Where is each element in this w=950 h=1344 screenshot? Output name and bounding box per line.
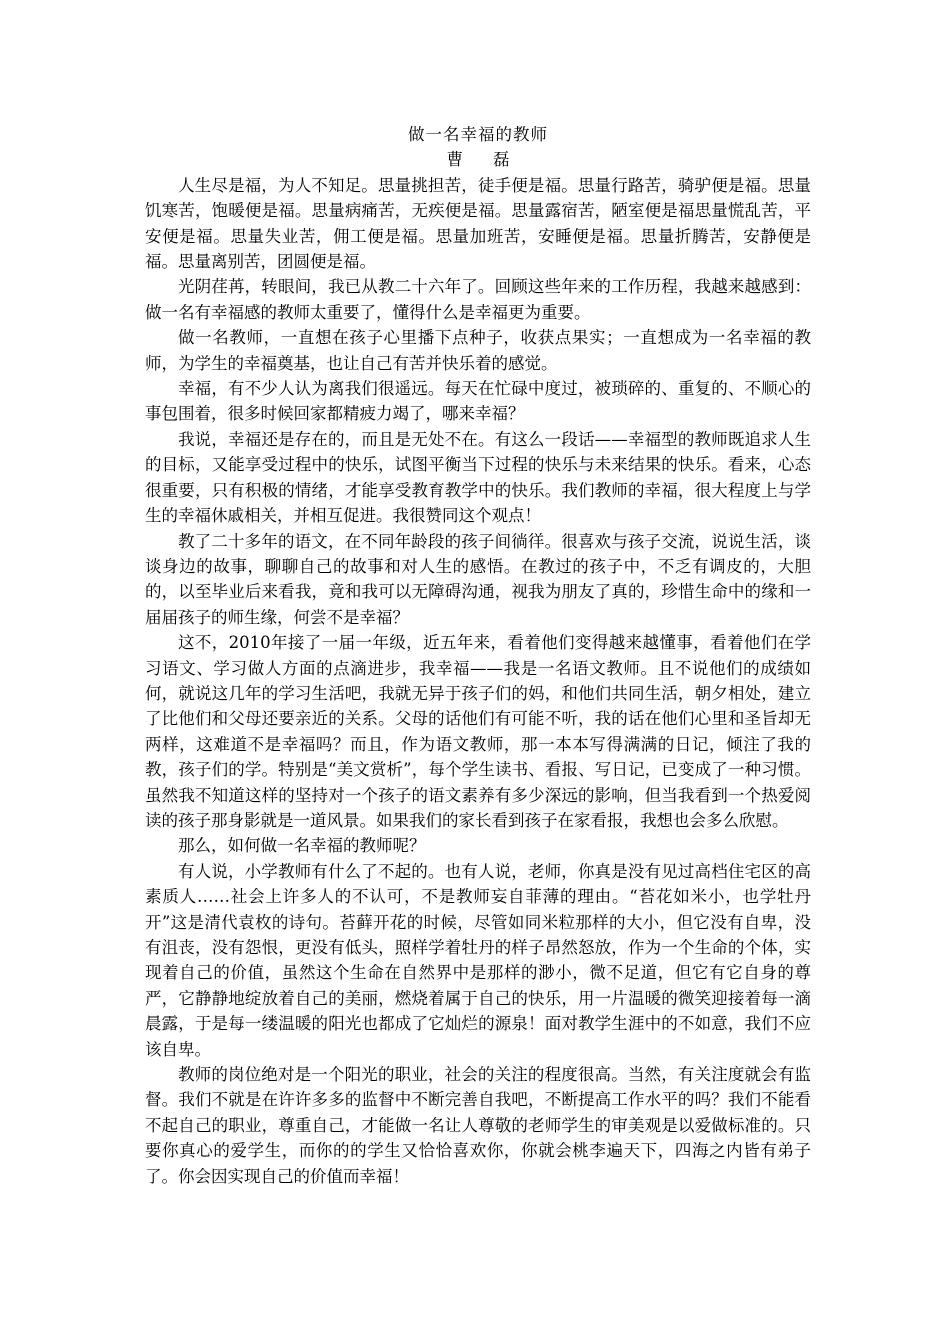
paragraph-2: 光阴荏苒，转眼间，我已从教二十六年了。回顾这些年来的工作历程，我越来越感到：做一名有幸福感的教师太重要了，懂得什么是幸福更为重要。 — [145, 277, 811, 322]
paragraph-9: 有人说，小学教师有什么了不起的。也有人说，老师，你真是没有见过高档住宅区的高素质人……社会上许多人的不认可，不是教师妄自菲薄的理由。“苔花如米小，也学牡丹开”这是清代袁枚的诗句。苔藓开花的时候，尽管如同米粒那样的大小，但它没有自卑，没有沮丧，没有怨恨，更没有低头，照样学着牡丹的样子昂然怒放，作为一个生命的个体，实现着自己的价值，虽然这个生命在自然界中是那样的渺小，微不足道，但它有它自身的尊严，它静静地绽放着自己的美丽，燃烧着属于自己的快乐，用一片温暖的微笑迎接着每一滴晨露，于是每一缕温暖的阳光也都成了它灿烂的源泉！面对教学生涯中的不如意，我们不应该自卑。 — [145, 861, 811, 1059]
paragraph-1: 人生尽是福，为人不知足。思量挑担苦，徒手便是福。思量行路苦，骑驴便是福。思量饥寒苦，饱暖便是福。思量病痛苦，无疾便是福。思量露宿苦，陋室便是福思量慌乱苦，平安便是福。思量失业苦，佣工便是福。思量加班苦，安睡便是福。思量折腾苦，安静便是福。思量离别苦，团圆便是福。 — [145, 175, 811, 272]
document-author: 曹磊 — [446, 150, 540, 170]
paragraph-3: 做一名教师，一直想在孩子心里播下点种子，收获点果实；一直想成为一名幸福的教师，为学生的幸福奠基，也让自己有苦并快乐着的感觉。 — [145, 328, 811, 373]
paragraph-5: 我说，幸福还是存在的，而且是无处不在。有这么一段话——幸福型的教师既追求人生的目标，又能享受过程中的快乐，试图平衡当下过程的快乐与未来结果的快乐。看来，心态很重要，只有积极的情绪，才能享受教育教学中的快乐。我们教师的幸福，很大程度上与学生的幸福休戚相关，并相互促进。我很赞同这个观点！ — [145, 429, 811, 526]
paragraph-8: 那么，如何做一名幸福的教师呢？ — [178, 836, 426, 856]
paragraph-4: 幸福，有不少人认为离我们很遥远。每天在忙碌中度过，被琐碎的、重复的、不顺心的事包围着，很多时候回家都精疲力竭了，哪来幸福？ — [145, 379, 811, 424]
document-body — [145, 173, 811, 1189]
paragraph-7: 这不，2010年接了一届一年级，近五年来，看着他们变得越来越懂事，看着他们在学习语文、学习做人方面的点滴进步，我幸福——我是一名语文教师。且不说他们的成绩如何，就说这几年的学习生活吧，我就无异于孩子们的妈，和他们共同生活，朝夕相处，建立了比他们和父母还要亲近的关系。父母的话他们有可能不听，我的话在他们心里和圣旨却无两样，这难道不是幸福吗？而且，作为语文教师，那一本本写得满满的日记，倾注了我的教，孩子们的学。特别是“美文赏析”，每个学生读书、看报、写日记，已变成了一种习惯。虽然我不知道这样的坚持对一个孩子的语文素养有多少深远的影响，但当我看到一个热爱阅读的孩子那身影就是一道风景。如果我们的家长看到孩子在家看报，我想也会多么欣慰。 — [145, 633, 811, 830]
document-page — [145, 122, 811, 1189]
paragraph-10: 教师的岗位绝对是一个阳光的职业，社会的关注的程度很高。当然，有关注度就会有监督。我们不就是在许许多多的监督中不断完善自我吧，不断提高工作水平的吗？我们不能看不起自己的职业，尊重自己，才能做一名让人尊敬的老师学生的审美观是以爱做标准的。只要你真心的爱学生，而你的的学生又恰恰喜欢你，你就会桃李遍天下，四海之内皆有弟子了。你会因实现自己的价值而幸福！ — [145, 1065, 811, 1186]
document-title: 做一名幸福的教师 — [408, 125, 548, 144]
paragraph-6: 教了二十多年的语文，在不同年龄段的孩子间徜徉。很喜欢与孩子交流，说说生活，谈谈身边的故事，聊聊自己的故事和对人生的感悟。在教过的孩子中，不乏有调皮的，大胆的，以至毕业后来看我，竟和我可以无障碍沟通，视我为朋友了真的，珍惜生命中的缘和一届届孩子的师生缘，何尝不是幸福？ — [145, 531, 811, 627]
